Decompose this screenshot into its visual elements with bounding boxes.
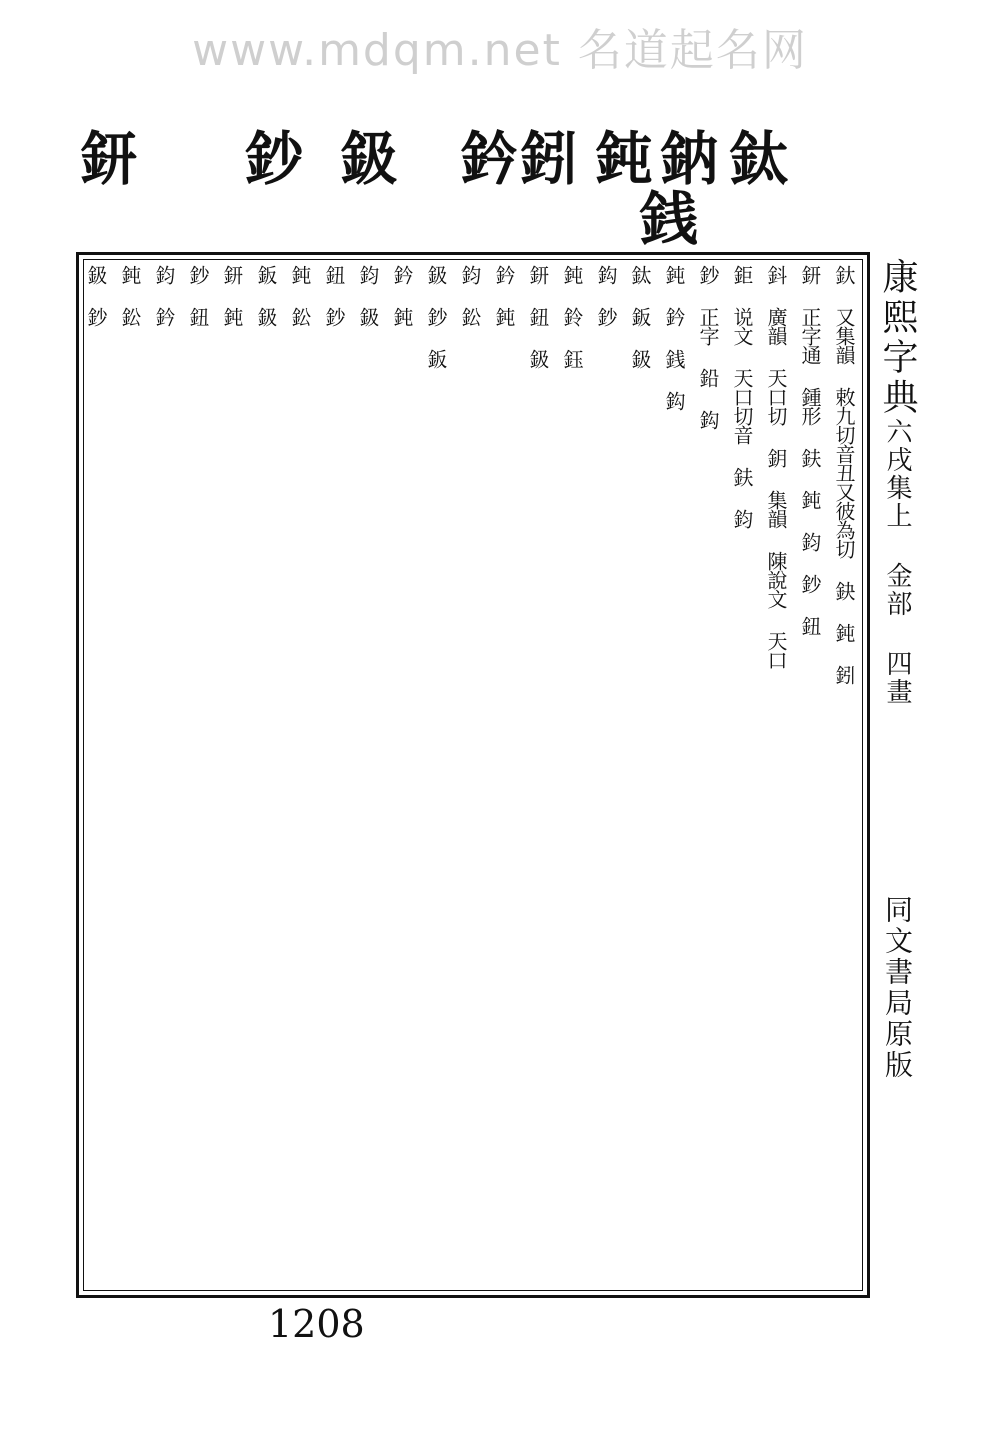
seal-character: 鈔: [245, 125, 304, 193]
text-column: 鈐 鈍: [492, 265, 516, 326]
text-column: 鈄 廣韻 天口切 鈅 集韻 陳說文 天口: [764, 265, 788, 669]
text-column: 鈍 鈆: [118, 265, 142, 326]
section-label: 戌集上 金部 四畫: [882, 446, 912, 706]
text-column: 鈦 鈑 鈒: [628, 265, 652, 368]
text-column: 鈍 鈆: [288, 265, 312, 326]
text-column: 鈒 鈔: [84, 265, 108, 326]
text-column: 釱 又集韻 敕九切音丑又彼為切 鈌 鈍 鈏: [832, 265, 856, 684]
seal-character: 鈍: [595, 125, 654, 193]
text-column: 鈕 鈔: [322, 265, 346, 326]
text-column: 鈔 鈕: [186, 265, 210, 326]
seal-character: 鈐: [460, 125, 519, 193]
text-column: 鈞 鈐: [152, 265, 176, 326]
text-column: 鈞 鈒: [356, 265, 380, 326]
text-column: 鈞 鈆: [458, 265, 482, 326]
seal-character: 鈃: [80, 125, 139, 193]
text-column: 鈃 鈍: [220, 265, 244, 326]
seal-character: 鈏: [520, 125, 579, 193]
text-column: 鈍 鈐 銭 鈎: [662, 265, 686, 410]
text-column: 鉅 说文 天口切音 鈇 鈞: [730, 265, 754, 528]
text-column: 鈒 鈔 鈑: [424, 265, 448, 368]
book-title: 康熙字典: [877, 258, 918, 418]
text-column: 鈐 鈍: [390, 265, 414, 326]
seal-character: 鈦: [730, 125, 789, 193]
text-column: 鈔 正字 鉛 鈎: [696, 265, 720, 429]
text-column: 鈎 鈔: [594, 265, 618, 326]
seal-script-row: [70, 120, 910, 260]
page-number: 1208: [268, 1302, 365, 1346]
seal-character: 鈉: [660, 125, 719, 193]
text-column: 鈑 鈒: [254, 265, 278, 326]
text-column: 鈃 鈕 鈒: [526, 265, 550, 368]
text-column: 鈃 正字通 鍾形 鈇 鈍 鈞 鈔 鈕: [798, 265, 822, 635]
seal-character: 鈒: [340, 125, 399, 193]
seal-character: 銭: [640, 185, 699, 253]
text-frame: [76, 252, 870, 1298]
volume-number: 六: [882, 418, 912, 446]
watermark: www.mdqm.net 名道起名网: [192, 25, 808, 76]
text-column: 鈍 鈴 鈺: [560, 265, 584, 368]
publisher-label: 同文書局原版: [881, 895, 914, 1081]
